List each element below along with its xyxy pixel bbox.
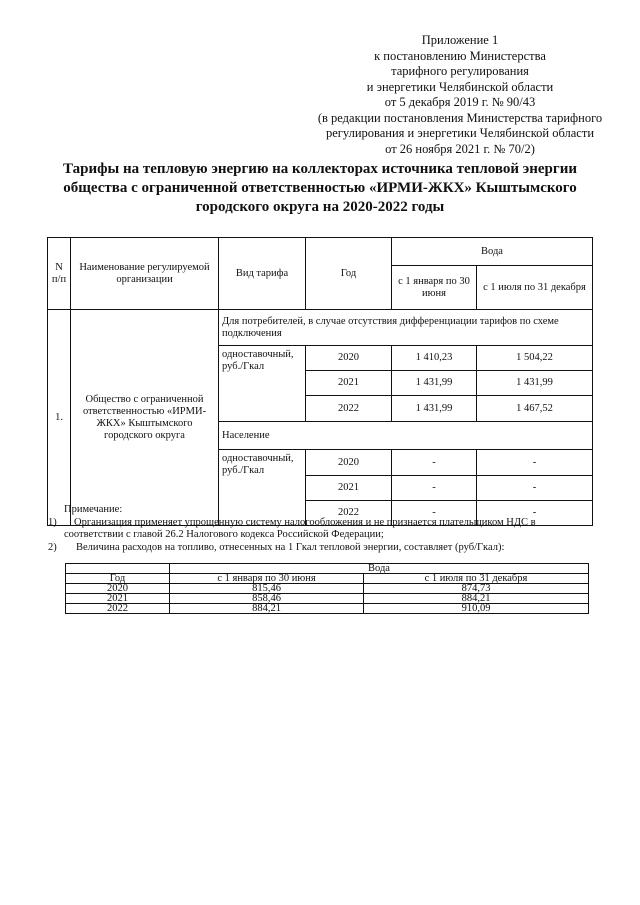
note-item [48,516,594,542]
header-year: Год [66,574,170,584]
fuel-cost-table [65,563,589,614]
value-cell: 815,46 [170,584,364,594]
year-cell: 2021 [306,476,392,501]
appendix-line: Приложение 1 [421,33,499,47]
document-title: Тарифы на тепловую энергию на коллекторах источника тепловой энергии общества с ограниченной ответственностью «ИРМИ-ЖКХ» Кыштымского городского округа на 2020-2022 годы [63,161,577,215]
appendix-line: от 5 декабря 2019 г. № 90/43 [384,95,536,109]
value-cell: 884,21 [364,594,589,604]
year-cell: 2020 [66,584,170,594]
year-cell: 2020 [306,450,392,476]
appendix-header [280,33,640,157]
tariff-type: одноставочный, руб./Гкал [219,450,306,526]
organization-name: Общество с ограниченной ответственностью «ИРМИ-ЖКХ» Кыштымского городского округа [71,310,219,526]
tariff-table [47,237,593,526]
value-cell: - [477,501,593,526]
tariff-type: одноставочный, руб./Гкал [219,346,306,422]
year-cell: 2020 [306,346,392,371]
year-cell: 2022 [306,501,392,526]
note-text: Величина расходов на топливо, отнесенных на 1 Гкал тепловой энергии, составляет (руб/Гкал): [76,541,505,553]
header-tariff-type: Вид тарифа [219,238,306,310]
value-cell: 858,46 [170,594,364,604]
year-cell: 2022 [66,604,170,614]
value-cell: - [477,450,593,476]
note-number: 1) [48,516,57,528]
appendix-line: тарифного регулирования [391,64,529,78]
appendix-line: и энергетики Челябинской области [366,79,554,94]
appendix-line: (в редакции постановления Министерства тарифного [317,110,603,125]
notes [48,504,594,554]
header-water: Вода [170,564,589,574]
year-cell: 2022 [306,396,392,422]
value-cell: 874,73 [364,584,589,594]
value-cell: 910,09 [364,604,589,614]
appendix-line: регулирования и энергетики Челябинской области [325,126,595,140]
value-cell: - [392,476,477,501]
year-cell: 2021 [66,594,170,604]
value-cell: 1 410,23 [392,346,477,371]
value-cell: - [477,476,593,501]
group-label: Население [219,422,593,450]
appendix-line: к постановлению Министерства [374,48,546,63]
note-text: Организация применяет упрощенную систему налогообложения и не признается плательщиком НДС в соответствии с главой 26.2 Налогового кодекса Российской Федерации; [64,516,536,540]
header-period1: с 1 января по 30 июня [170,574,364,584]
header-period2: с 1 июля по 31 декабря [364,574,589,584]
note-number: 2) [48,541,57,553]
value-cell: 1 504,22 [477,346,593,371]
group-label: Для потребителей, в случае отсутствия дифференциации тарифов по схеме подключения [219,310,593,346]
row-number: 1. [48,310,71,526]
value-cell: 1 431,99 [392,371,477,396]
value-cell: 884,21 [170,604,364,614]
header-org: Наименование регулируемой организации [71,238,219,310]
note-item [48,541,594,555]
year-cell: 2021 [306,371,392,396]
value-cell: - [392,501,477,526]
header-period1: с 1 января по 30 июня [392,266,477,310]
header-year: Год [306,238,392,310]
value-cell: - [392,450,477,476]
value-cell: 1 467,52 [477,396,593,422]
value-cell: 1 431,99 [392,396,477,422]
appendix-line: от 26 ноября 2021 г. № 70/2) [385,141,535,156]
value-cell: 1 431,99 [477,371,593,396]
header-water: Вода [392,238,593,266]
header-num: N п/п [48,238,71,310]
header-blank [66,564,170,574]
header-period2: с 1 июля по 31 декабря [477,266,593,310]
notes-heading: Примечание: [64,504,123,515]
